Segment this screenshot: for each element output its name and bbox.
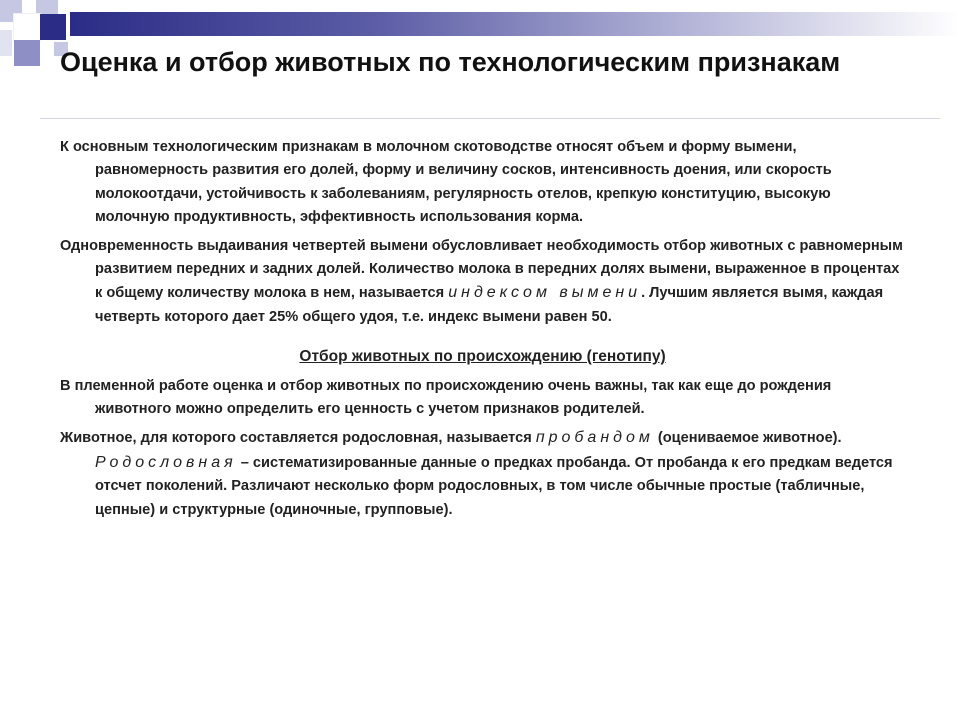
paragraph-text: . Лучшим является вымя, каждая четверть которого дает 25% общего удоя, т.е. индекс вымени равен 50.	[95, 285, 884, 325]
term-pedigree: Родословная	[95, 453, 237, 471]
paragraph-text: Одновременность выдаивания четвертей вымени обусловливает необходимость отбор животных с равномерным развитием передних и задних долей. Количество молока в передних долях вымени, выраженное в процентах к общему количеству молока в нем, называется	[60, 237, 903, 302]
paragraph-udder-index	[60, 235, 905, 330]
slide-content	[60, 136, 905, 527]
decor-square	[36, 0, 58, 14]
header-gradient-bar	[70, 12, 960, 36]
term-proband: пробандом	[535, 429, 654, 447]
section-subheading: Отбор животных по происхождению (генотипу)	[299, 348, 666, 366]
paragraph-text: Животное, для которого составляется родословная, называется	[60, 430, 536, 447]
title-divider	[40, 118, 940, 119]
paragraph-pedigree	[60, 426, 905, 522]
paragraph-text: (оцениваемое животное).	[653, 430, 842, 447]
decor-square	[14, 40, 40, 66]
paragraph-origin-selection: В племенной работе оценка и отбор животных по происхождению очень важны, так как еще до рождения животного можно определить его ценность с учетом признаков родителей.	[60, 377, 832, 418]
term-udder-index: индексом вымени	[448, 284, 642, 302]
decor-square	[0, 30, 12, 56]
slide-title: Оценка и отбор животных по технологическим признакам	[60, 47, 841, 77]
paragraph-text: – систематизированные данные о предках пробанда. От пробанда к его предкам ведется отсчет поколений. Различают несколько форм родословных, в том числе обычные простые (табличные, цепные) и структурные (одиночные, групповые).	[95, 454, 893, 518]
paragraph-technological-traits: К основным технологическим признакам в молочном скотоводстве относят объем и форму вымени, равномерность развития его долей, форму и величину сосков, интенсивность доения, или скорость молокоотдачи, устойчивость к заболеваниям, регулярность отелов, крепкую конституцию, высокую молочную продуктивность, эффективность использования корма.	[60, 139, 832, 226]
decor-square	[14, 14, 40, 40]
decor-square	[40, 14, 66, 40]
